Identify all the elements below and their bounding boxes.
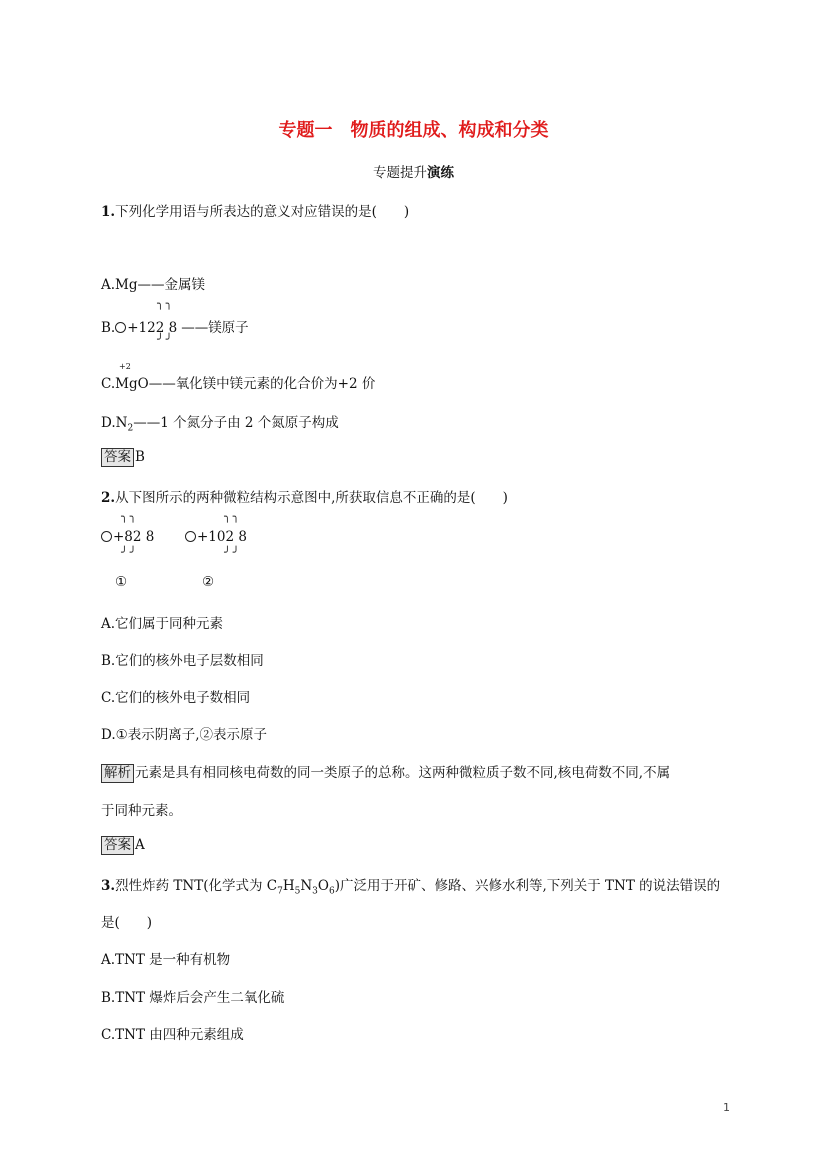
q1-c-charge: +2 bbox=[119, 362, 131, 371]
q1-b-arcs-top: ╮╮ bbox=[157, 297, 175, 310]
q2-structure-1 bbox=[101, 529, 154, 545]
q3-sub-n: 3 bbox=[312, 886, 318, 897]
q2-struct2-arcs-top: ╮╮ bbox=[224, 510, 242, 523]
q2-struct1-arcs-top: ╮╮ bbox=[121, 510, 139, 523]
q2-analysis-line1: 元素是具有相同核电荷数的同一类原子的总称。这两种微粒质子数不同,核电荷数不同,不属 bbox=[135, 765, 671, 781]
q3-option-c: C.TNT 由四种元素组成 bbox=[101, 1027, 244, 1043]
q1-c-prefix: C. bbox=[101, 376, 116, 392]
q3-option-a: A.TNT 是一种有机物 bbox=[101, 952, 231, 968]
question-2-text: 从下图所示的两种微粒结构示意图中,所获取信息不正确的是( ) bbox=[115, 490, 508, 506]
page-number: 1 bbox=[723, 1101, 730, 1114]
q3-n: N bbox=[300, 878, 313, 894]
q1-c-text: ——氧化镁中镁元素的化合价为+2 价 bbox=[148, 376, 376, 392]
q3-sub-h: 5 bbox=[294, 886, 301, 897]
q3-sub-c: 7 bbox=[277, 886, 283, 897]
q3-stem-a: 烈性炸药 TNT(化学式为 C bbox=[115, 878, 278, 894]
subtitle-plain: 专题提升 bbox=[373, 165, 427, 181]
q1-c-formula: MgO bbox=[115, 376, 149, 392]
question-1-number: 1. bbox=[101, 204, 116, 220]
question-3-stem bbox=[101, 874, 720, 897]
q1-b-structure: +122 8 bbox=[127, 320, 178, 336]
nucleus-circle-icon bbox=[185, 531, 196, 542]
nucleus-circle-icon bbox=[115, 322, 126, 333]
question-2-number: 2. bbox=[101, 490, 116, 506]
section-subtitle bbox=[0, 161, 827, 181]
q1-d-prefix: D.N bbox=[101, 415, 128, 431]
q3-o: O bbox=[317, 878, 329, 894]
page-title: 专题一 物质的组成、构成和分类 bbox=[278, 120, 549, 141]
q2-option-d: D.①表示阴离子,②表示原子 bbox=[101, 727, 268, 743]
q1-option-c bbox=[101, 372, 375, 392]
q2-label-1: ① bbox=[115, 574, 128, 590]
q1-b-prefix: B. bbox=[101, 320, 116, 336]
q2-label-2: ② bbox=[202, 574, 215, 590]
q2-option-a: A.它们属于同种元素 bbox=[101, 616, 224, 632]
q3-stem-b: )广泛用于开矿、修路、兴修水利等,下列关于 TNT 的说法错误的 bbox=[334, 878, 721, 894]
q1-d-subscript: 2 bbox=[127, 423, 134, 434]
q1-b-arcs-bottom: ╯╯ bbox=[157, 333, 175, 346]
answer-tag: 答案 bbox=[101, 836, 134, 855]
q2-struct1-text: +82 8 bbox=[113, 529, 155, 545]
q1-option-d bbox=[101, 411, 339, 434]
q2-answer bbox=[101, 836, 145, 855]
q2-option-c: C.它们的核外电子数相同 bbox=[101, 690, 251, 706]
q1-d-text: ——1 个氮分子由 2 个氮原子构成 bbox=[133, 415, 339, 431]
q2-analysis-line2: 于同种元素。 bbox=[101, 803, 182, 819]
q1-option-b bbox=[101, 316, 249, 336]
q2-struct2-text: +102 8 bbox=[197, 529, 247, 545]
question-1-stem bbox=[101, 200, 409, 220]
q2-struct2-arcs-bottom: ╯╯ bbox=[224, 546, 242, 559]
question-1-text: 下列化学用语与所表达的意义对应错误的是( ) bbox=[115, 204, 410, 220]
q2-answer-value: A bbox=[135, 837, 145, 853]
q2-analysis bbox=[101, 761, 670, 783]
question-2-stem bbox=[101, 486, 508, 506]
answer-tag: 答案 bbox=[101, 448, 134, 467]
q1-answer bbox=[101, 448, 145, 467]
q2-option-b: B.它们的核外电子层数相同 bbox=[101, 653, 264, 669]
q3-h: H bbox=[282, 878, 295, 894]
question-3-number: 3. bbox=[101, 878, 116, 894]
q1-answer-value: B bbox=[135, 449, 145, 465]
q3-sub-o: 6 bbox=[328, 886, 335, 897]
subtitle-bold: 演练 bbox=[427, 165, 454, 181]
q2-struct1-arcs-bottom: ╯╯ bbox=[121, 546, 139, 559]
q3-stem-line2: 是( ) bbox=[101, 915, 153, 931]
q2-structure-2 bbox=[185, 529, 247, 545]
q1-b-text: ——镁原子 bbox=[181, 320, 249, 336]
analysis-tag: 解析 bbox=[101, 764, 134, 783]
q1-option-a: A.Mg——金属镁 bbox=[101, 277, 206, 293]
q3-option-b: B.TNT 爆炸后会产生二氧化硫 bbox=[101, 990, 285, 1006]
nucleus-circle-icon bbox=[101, 531, 112, 542]
